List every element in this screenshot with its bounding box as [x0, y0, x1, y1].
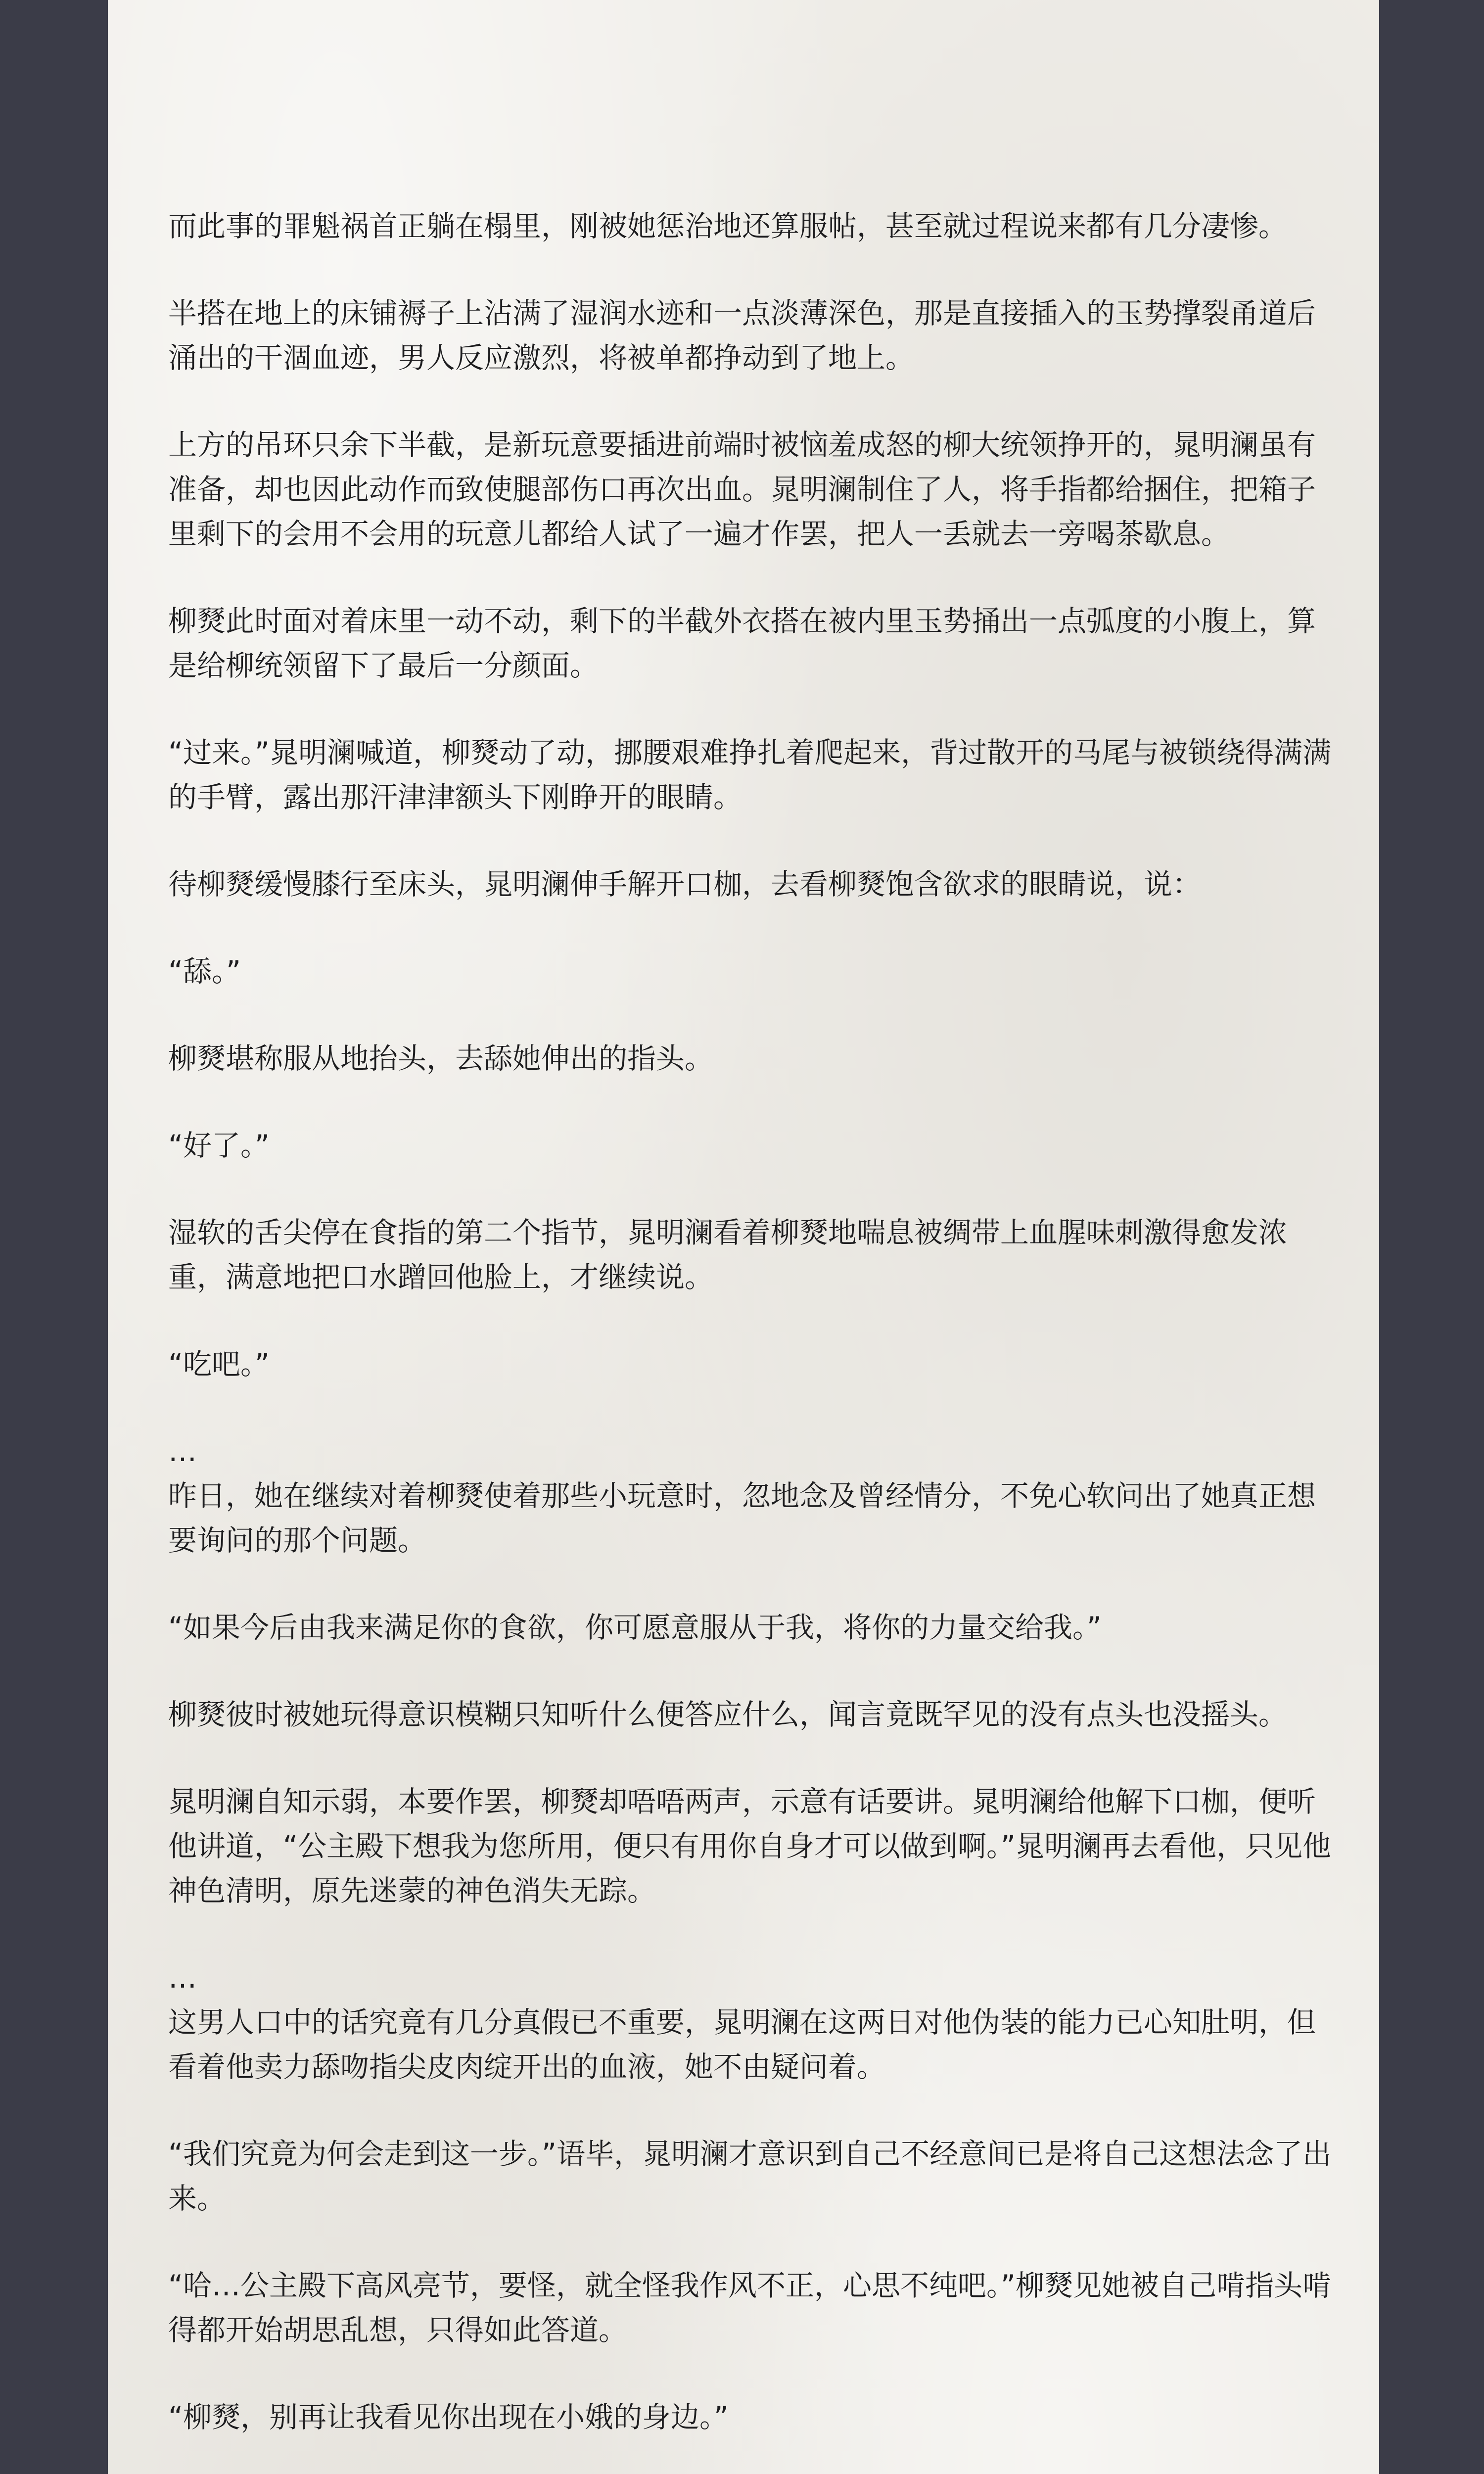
paragraph: “哈…公主殿下高风亮节，要怪，就全怪我作风不正，心思不纯吧。”柳燹见她被自己啃指头啃得都开始胡思乱想，只得如此答道。	[168, 2269, 1332, 2347]
paragraph: “我们究竟为何会走到这一步。”语毕，晁明澜才意识到自己不经意间已是将自己这想法念了出来。	[168, 2137, 1332, 2215]
paragraph: … 这男人口中的话究竟有几分真假已不重要，晁明澜在这两日对他伪装的能力已心知肚明，但看着他卖力舔吻指尖皮肉绽开出的血液，她不由疑问着。	[168, 1961, 1316, 2084]
paragraph: 柳燹堪称服从地抬头，去舔她伸出的指头。	[168, 1042, 714, 1075]
paragraph: 而此事的罪魁祸首正躺在榻里，刚被她惩治地还算服帖，甚至就过程说来都有几分凄惨。	[168, 209, 1288, 243]
paragraph: “舔。”	[168, 954, 241, 988]
paragraph: 柳燹此时面对着床里一动不动，剩下的半截外衣搭在被内里玉势捅出一点弧度的小腹上，算是给柳统领留下了最后一分颜面。	[168, 604, 1316, 682]
paragraph: “过来。”晁明澜喊道，柳燹动了动，挪腰艰难挣扎着爬起来，背过散开的马尾与被锁绕得满满的手臂，露出那汗津津额头下刚睁开的眼睛。	[168, 736, 1332, 814]
paragraph: “好了。”	[168, 1129, 270, 1162]
paragraph: “吃吧。”	[168, 1347, 270, 1381]
paragraph: 晁明澜自知示弱，本要作罢，柳燹却唔唔两声，示意有话要讲。晁明澜给他解下口枷，便听他讲道，“公主殿下想我为您所用，便只有用你自身才可以做到啊。”晁明澜再去看他，只见他神色清明，原先迷蒙的神色消失无踪。	[168, 1785, 1332, 1907]
paragraph: 柳燹彼时被她玩得意识模糊只知听什么便答应什么，闻言竟既罕见的没有点头也没摇头。	[168, 1698, 1288, 1731]
paragraph: 待柳燹缓慢膝行至床头，晁明澜伸手解开口枷，去看柳燹饱含欲求的眼睛说，说：	[168, 867, 1202, 901]
story-text	[168, 204, 1336, 2474]
paragraph: “柳燹，别再让我看见你出现在小娥的身边。”	[168, 2400, 729, 2434]
paragraph: 上方的吊环只余下半截，是新玩意要插进前端时被恼羞成怒的柳大统领挣开的，晁明澜虽有准备，却也因此动作而致使腿部伤口再次出血。晁明澜制住了人，将手指都给捆住，把箱子里剩下的会用不会用的玩意儿都给人试了一遍才作罢，把人一丢就去一旁喝茶歇息。	[168, 428, 1316, 551]
paragraph: 半搭在地上的床铺褥子上沾满了湿润水迹和一点淡薄深色，那是直接插入的玉势撑裂甬道后涌出的干涸血迹，男人反应激烈，将被单都挣动到了地上。	[168, 296, 1316, 375]
paragraph: “如果今后由我来满足你的食欲，你可愿意服从于我，将你的力量交给我。”	[168, 1611, 1102, 1644]
paragraph: … 昨日，她在继续对着柳燹使着那些小玩意时，忽地念及曾经情分，不免心软问出了她真正想要询问的那个问题。	[168, 1434, 1316, 1557]
paragraph: 湿软的舌尖停在食指的第二个指节，晁明澜看着柳燹地喘息被绸带上血腥味刺激得愈发浓重，满意地把口水蹭回他脸上，才继续说。	[168, 1216, 1288, 1294]
